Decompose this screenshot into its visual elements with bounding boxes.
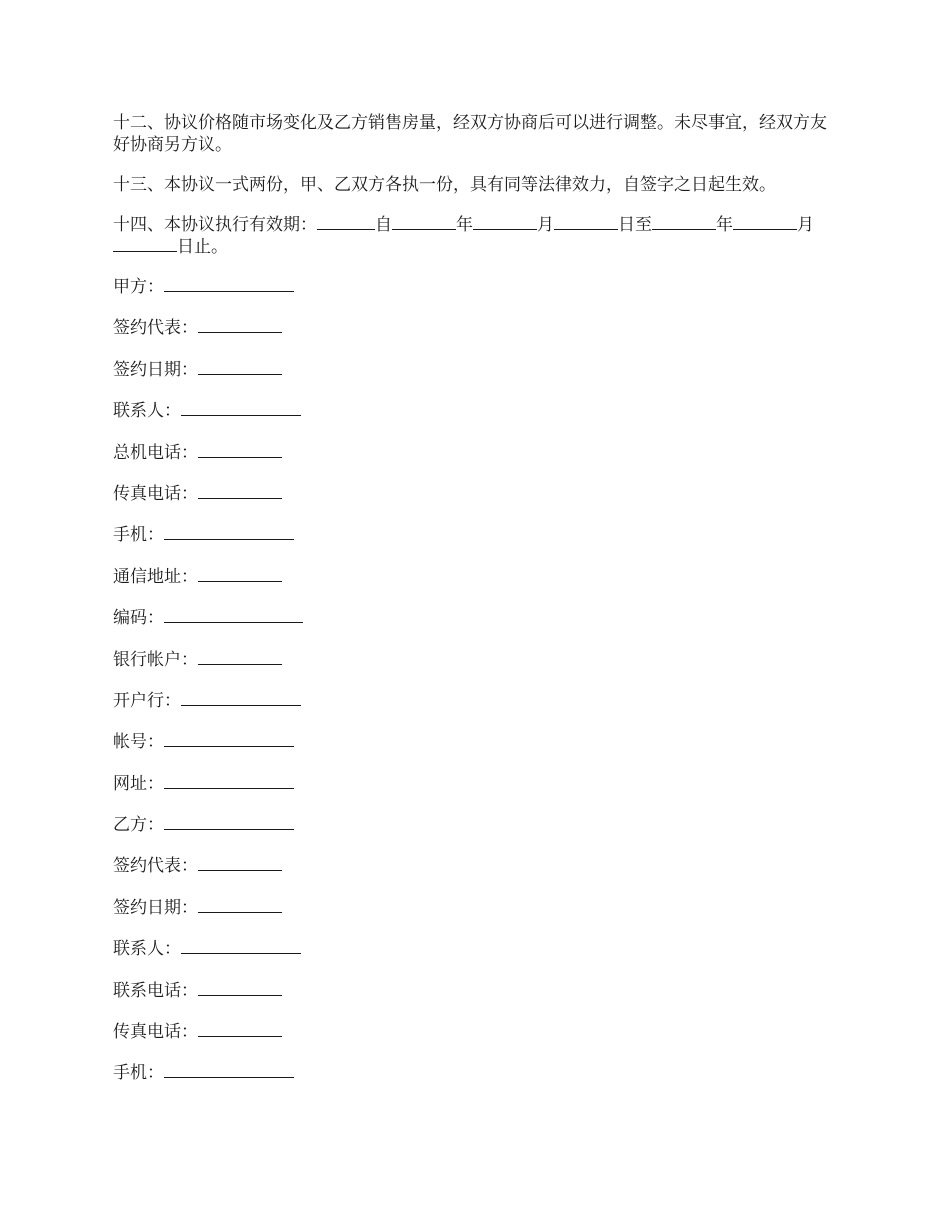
blank-line — [198, 980, 282, 996]
field-b-mobile — [113, 1062, 842, 1103]
field-label: 联系人： — [113, 939, 181, 960]
blank-line — [164, 773, 294, 789]
field-b-fax — [113, 1021, 842, 1062]
blank-line — [181, 690, 301, 706]
signature-fields — [113, 276, 842, 1104]
clause-14-day1: 日至 — [618, 215, 652, 235]
field-label: 传真电话： — [113, 483, 198, 504]
blank-line — [473, 214, 537, 230]
clause-14-from: 自 — [375, 215, 392, 235]
clause-14-year2: 年 — [716, 215, 733, 235]
blank-line — [554, 214, 618, 230]
blank-line — [198, 442, 282, 458]
field-label: 联系电话： — [113, 980, 198, 1001]
blank-line — [198, 855, 282, 871]
blank-line — [198, 359, 282, 375]
field-label: 总机电话： — [113, 442, 198, 463]
blank-line — [392, 214, 456, 230]
field-label: 签约代表： — [113, 856, 198, 877]
blank-line — [113, 236, 177, 252]
field-label: 银行帐户： — [113, 649, 198, 670]
field-a-postcode — [113, 607, 842, 648]
field-a-website — [113, 773, 842, 814]
blank-line — [733, 214, 797, 230]
field-a-contact — [113, 400, 842, 441]
clause-14-prefix: 十四、本协议执行有效期： — [113, 215, 317, 235]
field-label: 签约代表： — [113, 318, 198, 339]
clause-14-month2: 月 — [797, 215, 814, 235]
field-label: 通信地址： — [113, 566, 198, 587]
field-party-b — [113, 814, 842, 855]
field-b-rep — [113, 855, 842, 896]
field-a-fax — [113, 483, 842, 524]
blank-line — [198, 566, 282, 582]
field-label: 手机： — [113, 1063, 164, 1084]
field-label: 手机： — [113, 525, 164, 546]
field-label: 乙方： — [113, 815, 164, 836]
blank-line — [652, 214, 716, 230]
blank-line — [181, 938, 301, 954]
field-a-account-no — [113, 731, 842, 772]
field-party-a — [113, 276, 842, 317]
blank-line — [198, 649, 282, 665]
clause-13: 十三、本协议一式两份，甲、乙双方各执一份，具有同等法律效力，自签字之日起生效。 — [113, 175, 776, 195]
field-label: 联系人： — [113, 401, 181, 422]
field-b-phone — [113, 980, 842, 1021]
field-label: 编码： — [113, 608, 164, 629]
clause-12: 十二、协议价格随市场变化及乙方销售房量，经双方协商后可以进行调整。未尽事宜，经双方友好协商另方议。 — [113, 113, 827, 155]
field-a-rep — [113, 317, 842, 358]
field-a-bank — [113, 690, 842, 731]
field-a-date — [113, 359, 842, 400]
blank-line — [164, 607, 303, 623]
field-label: 甲方： — [113, 277, 164, 297]
field-b-date — [113, 897, 842, 938]
field-label: 帐号： — [113, 732, 164, 753]
field-label: 网址： — [113, 773, 164, 794]
blank-line — [164, 1062, 294, 1078]
field-a-switchboard — [113, 442, 842, 483]
field-a-mobile — [113, 524, 842, 565]
field-a-address — [113, 566, 842, 607]
blank-line — [317, 214, 375, 230]
clause-14 — [113, 214, 842, 258]
blank-line — [198, 483, 282, 499]
blank-line — [164, 524, 294, 540]
field-a-bank-account — [113, 649, 842, 690]
blank-line — [181, 400, 301, 416]
field-label: 签约日期： — [113, 897, 198, 918]
clause-14-day2: 日止。 — [177, 237, 228, 257]
clause-14-year1: 年 — [456, 215, 473, 235]
blank-line — [198, 1021, 282, 1037]
blank-line — [198, 317, 282, 333]
field-label: 传真电话： — [113, 1022, 198, 1043]
field-b-contact — [113, 938, 842, 979]
clause-14-month1: 月 — [537, 215, 554, 235]
blank-line — [164, 731, 294, 747]
blank-line — [164, 276, 294, 292]
blank-line — [198, 897, 282, 913]
blank-line — [164, 814, 294, 830]
field-label: 开户行： — [113, 690, 181, 711]
field-label: 签约日期： — [113, 359, 198, 380]
